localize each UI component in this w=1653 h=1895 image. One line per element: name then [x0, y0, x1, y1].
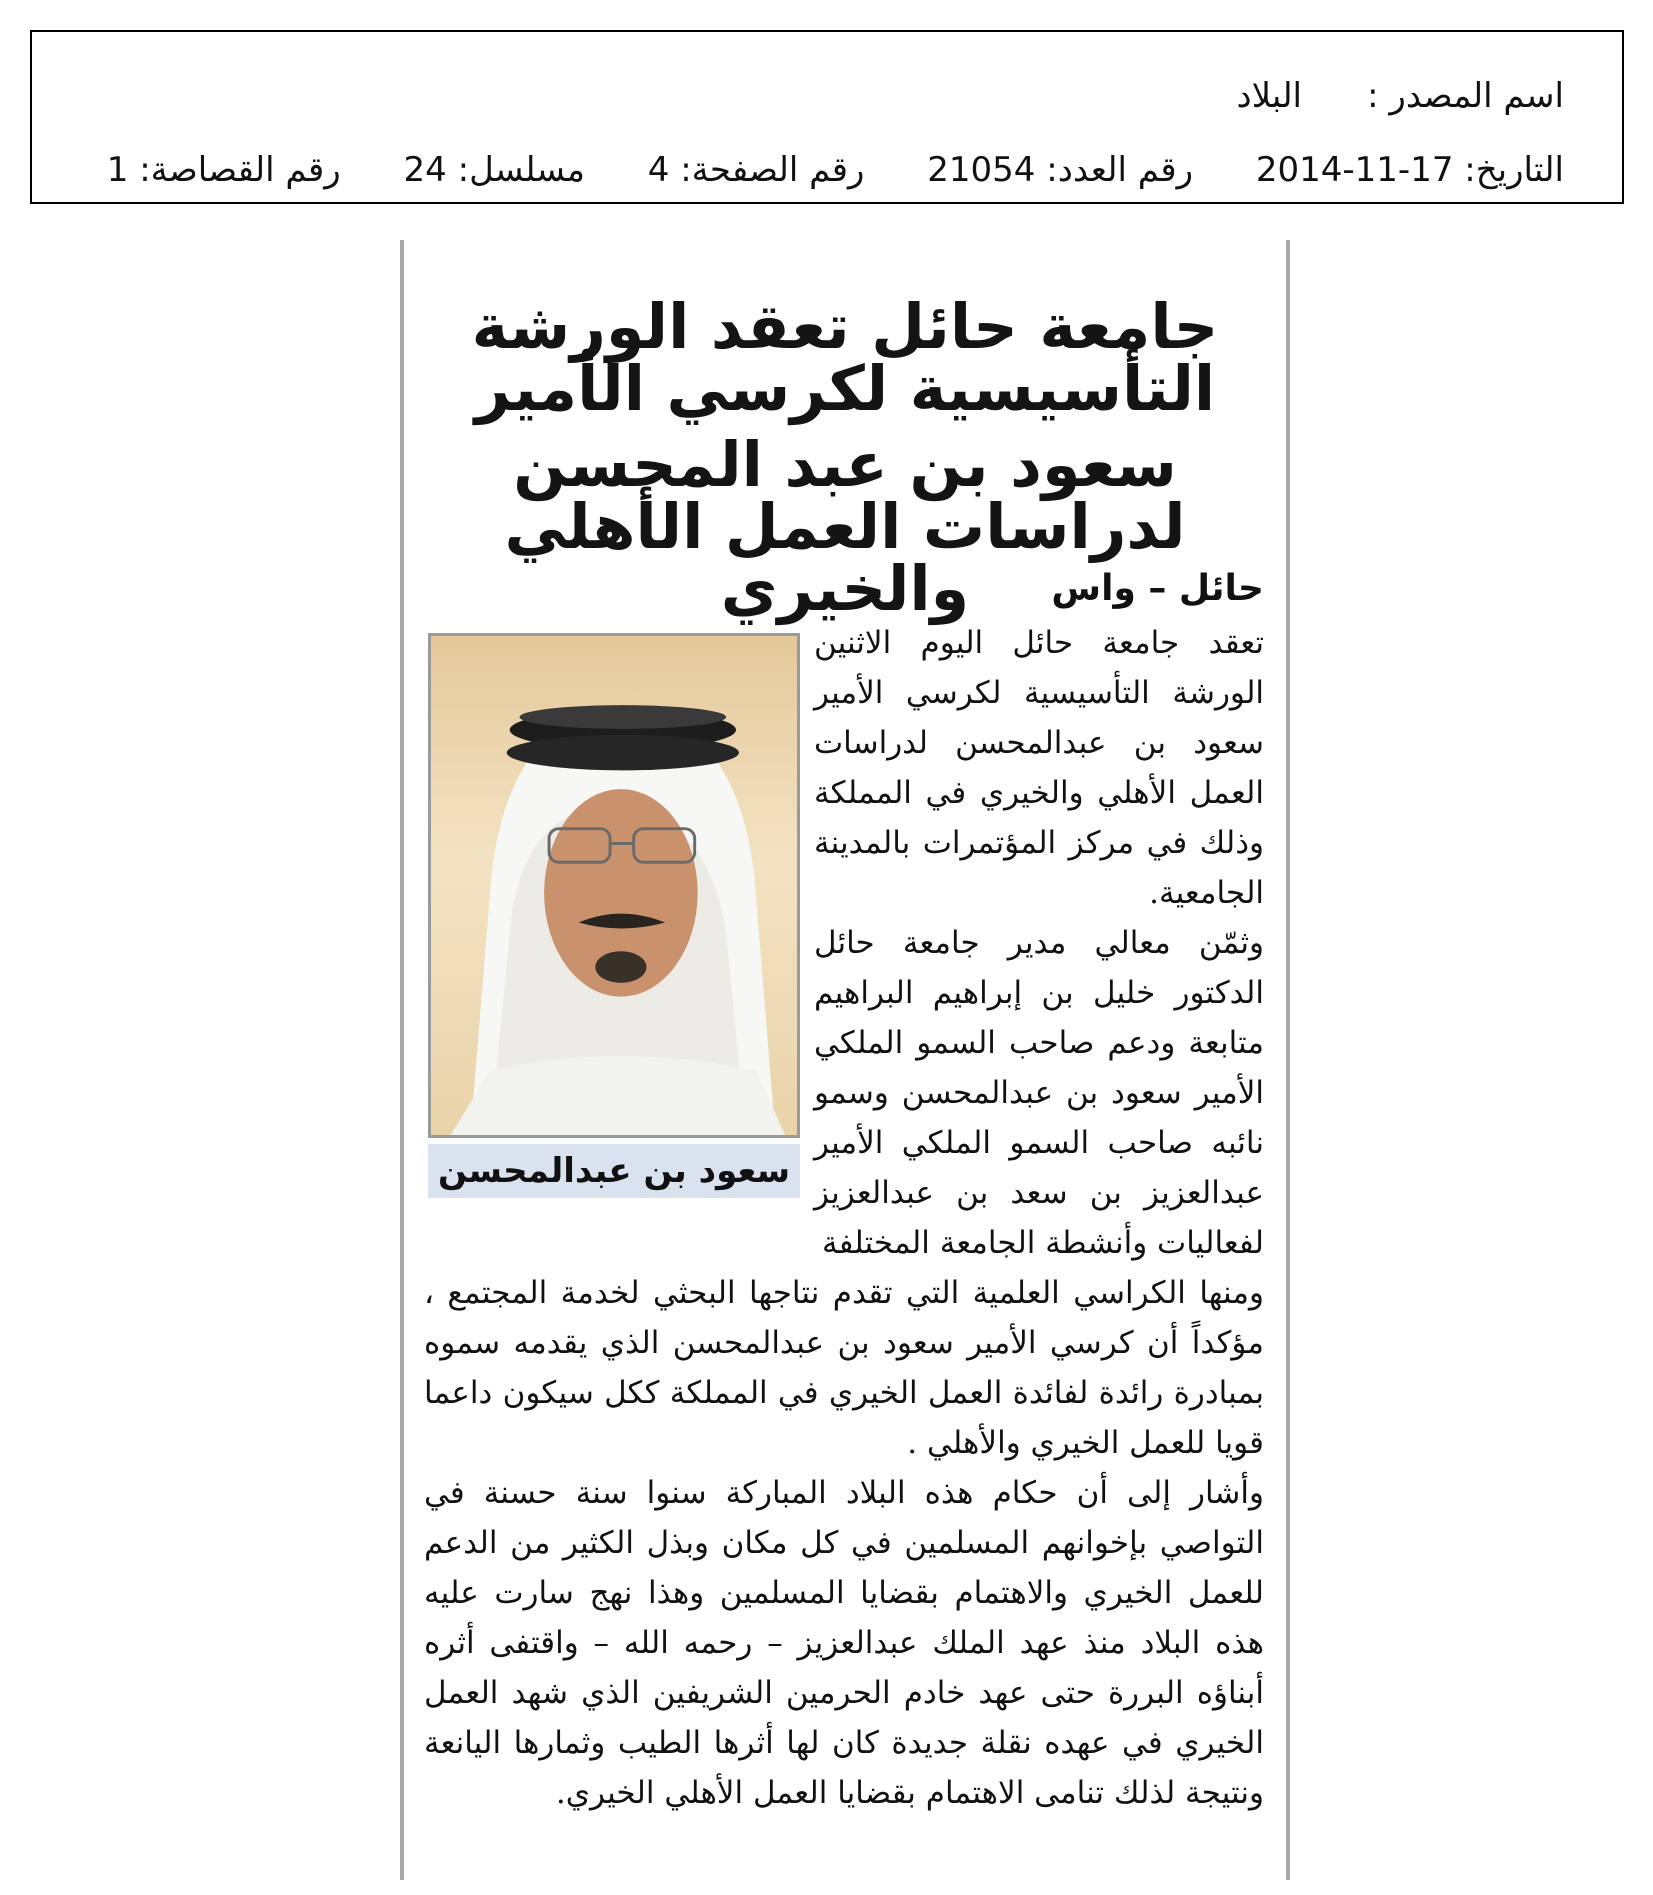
- article-column-narrow: [814, 618, 1264, 1268]
- paragraph-2-part-1: وثمّن معالي مدير جامعة حائل الدكتور خليل بن إبراهيم البراهيم متابعة ودعم صاحب السمو الملكي الأمير سعود بن عبدالمحسن وسمو نائبه صاحب السمو الملكي الأمير عبدالعزيز بن سعد بن عبدالعزيز لفعاليات وأنشطة الجامعة المختلفة: [814, 925, 1264, 1261]
- source-label: اسم المصدر :: [1367, 76, 1564, 116]
- source-value: البلاد: [1236, 76, 1302, 116]
- portrait-illustration: [431, 636, 797, 1135]
- source-row: [1237, 76, 1565, 116]
- paragraph-3: وأشار إلى أن حكام هذه البلاد المباركة سنوا سنة حسنة في التواصي بإخوانهم المسلمين في كل مكان وبذل الكثير من الدعم للعمل الخيري والاهتمام بقضايا المسلمين وهذا نهج سارت عليه هذه البلاد منذ عهد الملك عبدالعزيز – رحمه الله – واقتفى أثره أبناؤه البررة حتى عهد خادم الحرمين الشريفين الذي شهد العمل الخيري في عهده نقلة جديدة كان لها أثرها الطيب وثمارها اليانعة ونتيجة لذلك تنامى الاهتمام بقضايا العمل الأهلي الخيري.: [424, 1475, 1264, 1811]
- portrait-photo: [428, 633, 800, 1138]
- paragraph-2-part-2: ومنها الكراسي العلمية التي تقدم نتاجها البحثي لخدمة المجتمع ، مؤكداً أن كرسي الأمير سعود بن عبدالمحسن الذي يقدمه سموه بمبادرة رائدة لفائدة العمل الخيري في المملكة ككل سيكون داعما قويا للعمل الخيري والأهلي .: [424, 1275, 1264, 1461]
- photo-caption: سعود بن عبدالمحسن: [428, 1144, 800, 1198]
- headline-line-2: سعود بن عبد المحسن لدراسات العمل الأهلي والخيري: [504, 428, 1186, 625]
- clip-number-field: رقم القصاصة: 1: [106, 150, 341, 190]
- issue-number-field: رقم العدد: 21054: [927, 150, 1194, 190]
- clipping-metadata-box: [30, 30, 1624, 204]
- page-number-field: رقم الصفحة: 4: [647, 150, 865, 190]
- date-field: التاريخ: 17-11-2014: [1255, 150, 1564, 190]
- details-row: [107, 150, 1564, 190]
- article-column-wide: [424, 1268, 1264, 1818]
- headline-line-1: جامعة حائل تعقد الورشة التأسيسية لكرسي الأمير: [471, 290, 1219, 425]
- serial-field: مسلسل: 24: [403, 150, 585, 190]
- paragraph-1: تعقد جامعة حائل اليوم الاثنين الورشة التأسيسية لكرسي الأمير سعود بن عبدالمحسن لدراسات العمل الأهلي والخيري في المملكة وذلك في مركز المؤتمرات بالمدينة الجامعية.: [814, 625, 1264, 911]
- newspaper-clipping: [400, 240, 1290, 1880]
- dateline: حائل – واس: [1051, 568, 1264, 609]
